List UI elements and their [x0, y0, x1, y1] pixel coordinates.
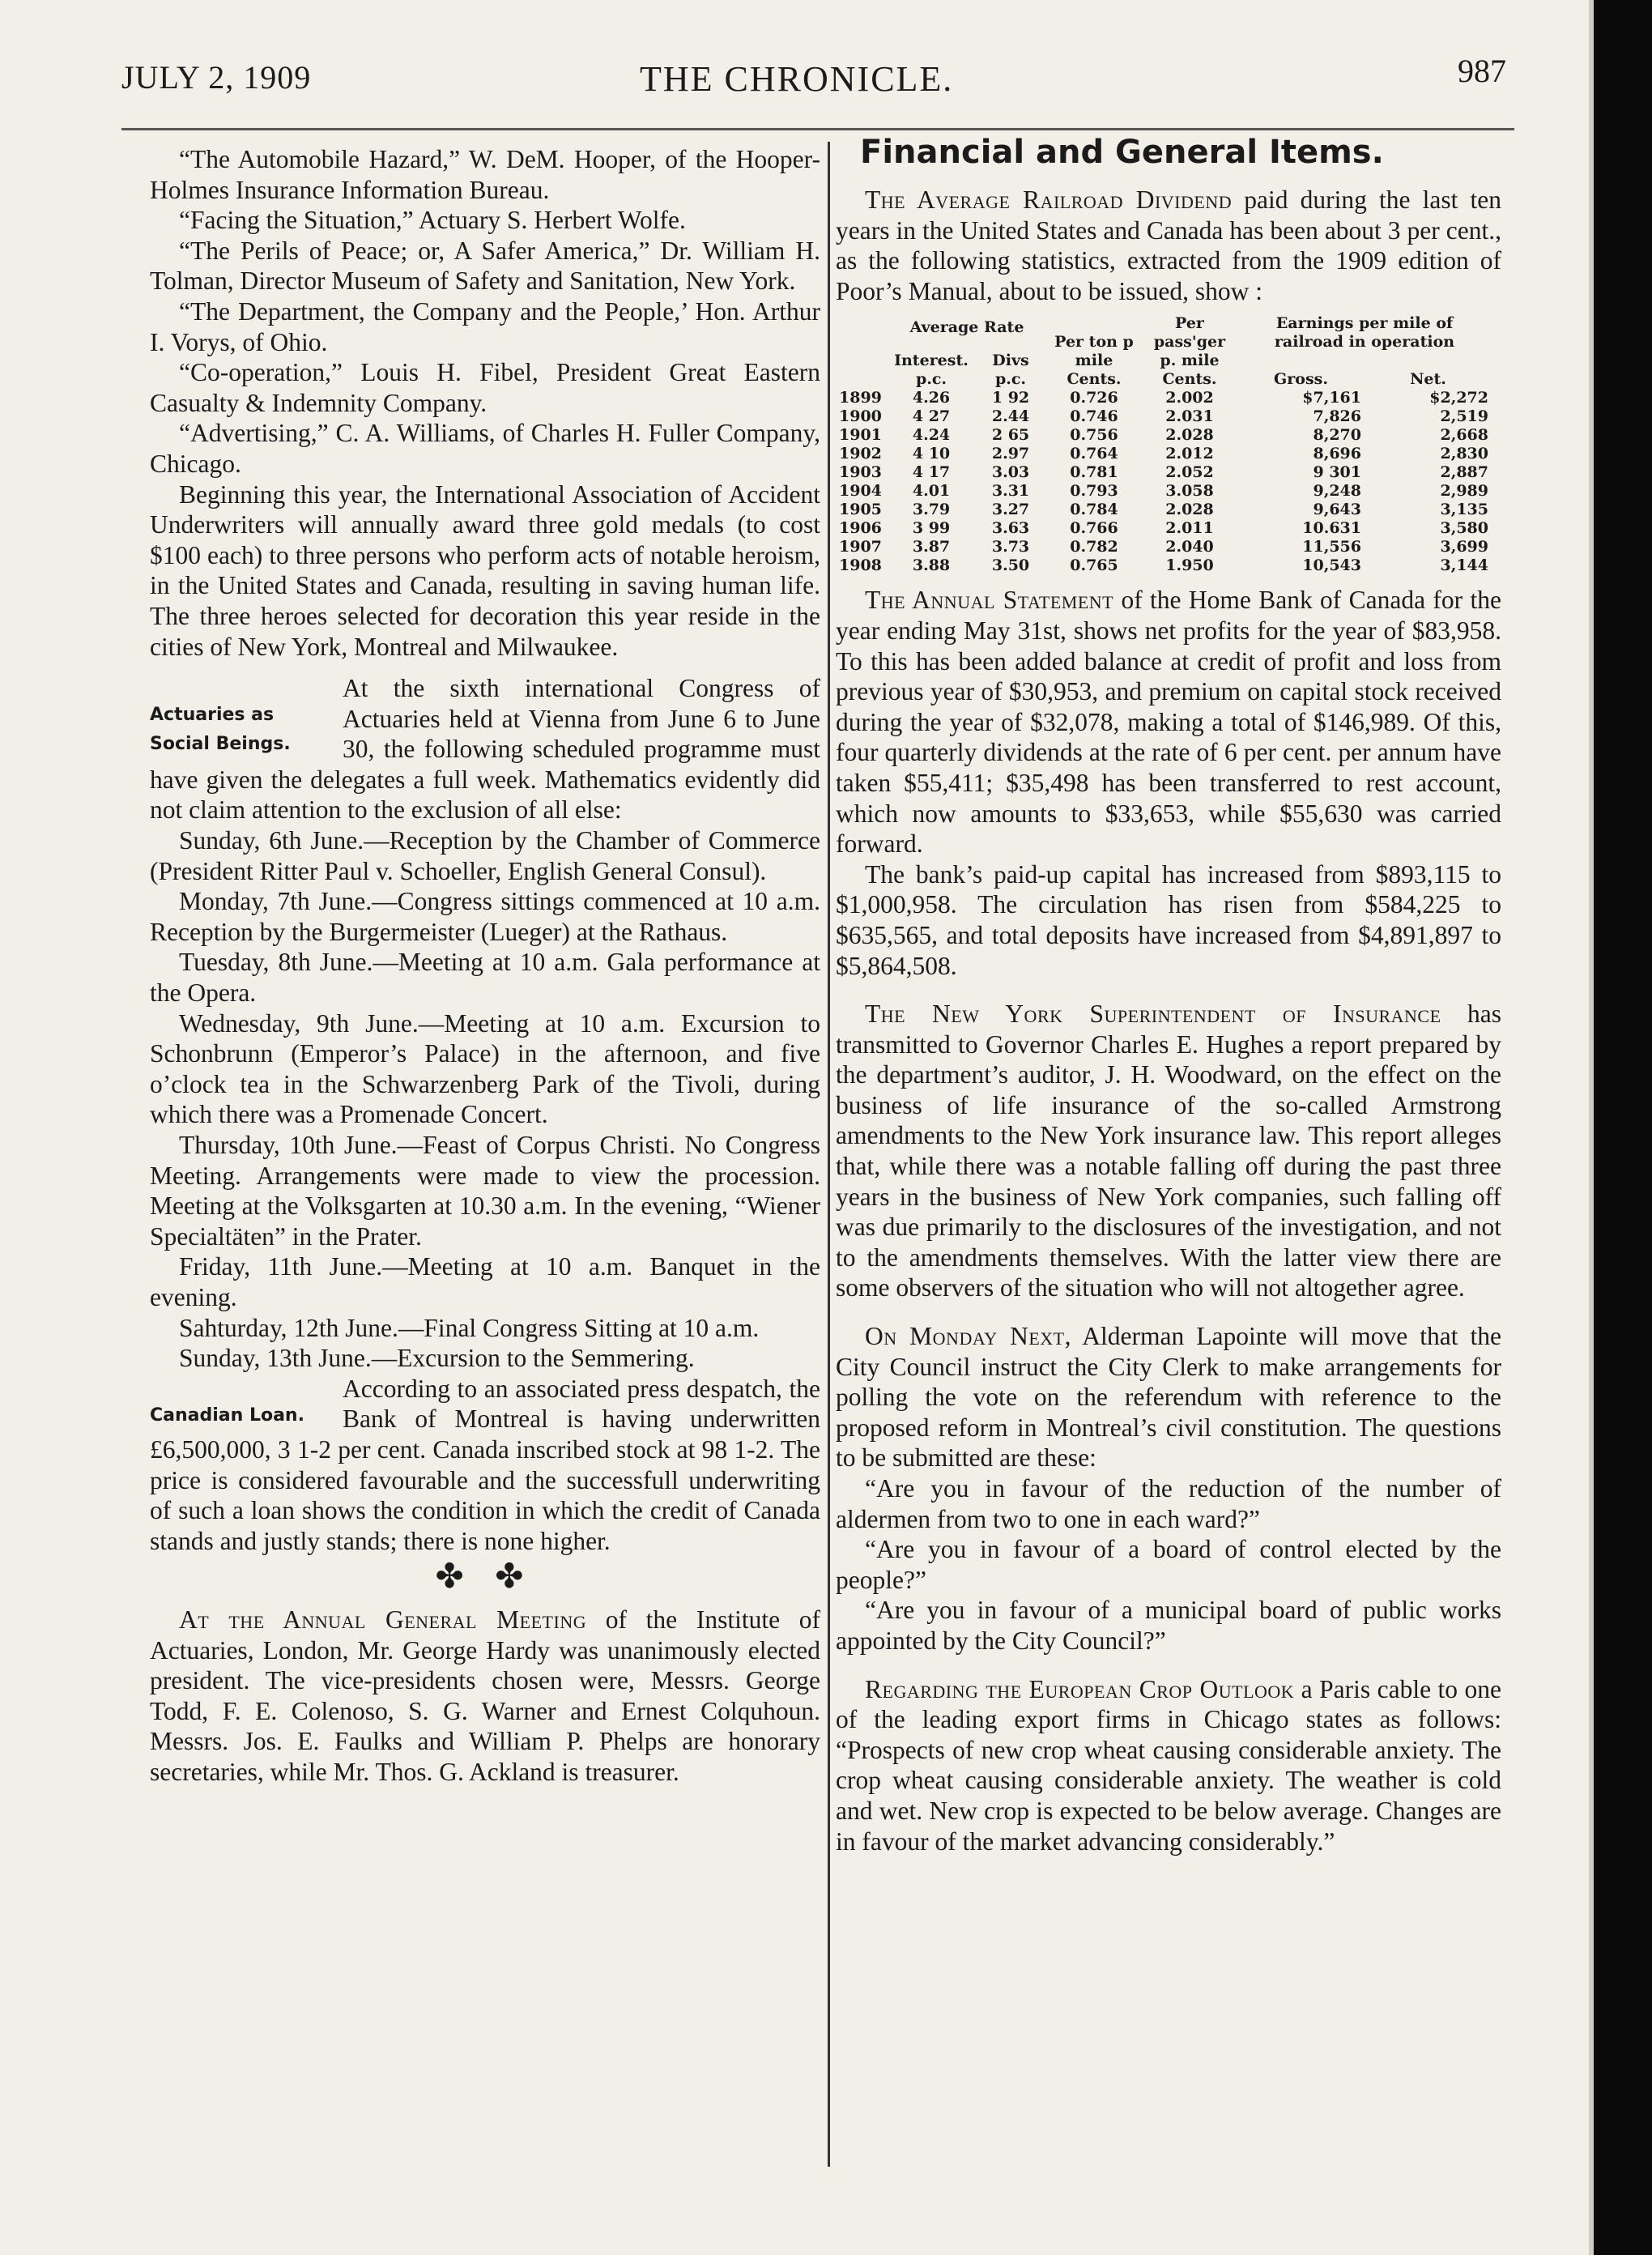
net-cell: 2,989	[1440, 482, 1488, 501]
net-cell: 3,135	[1440, 501, 1488, 519]
net-cell: 3,144	[1440, 556, 1488, 575]
net-cell: 2,887	[1440, 463, 1488, 482]
net-cell: 3,580	[1440, 519, 1488, 538]
section-heading: Financial and General Items.	[860, 134, 1384, 171]
paragraph-body: Alderman Lapointe will move that the City Council instruct the City Clerk to make arrangements for polling the vote on the referendum with reference to the proposed reform in Montreal’s civil constitution. The questions to be submitted are these:	[836, 1322, 1501, 1473]
earnings-header: Earnings per mile of railroad in operation	[1274, 314, 1455, 352]
passenger-cell: 3.058	[1165, 482, 1214, 501]
medals-paragraph: Beginning this year, the International Association of Accident Underwriters will annually award three gold medals (to cost $100 each) to three persons who perform acts of notable heroism, in the United States and Canada, resulting in saving human life. The three heroes selected for decoration this year reside in the cities of New York, Montreal and Milwaukee.	[150, 480, 820, 661]
gross-cell: 8,270	[1313, 426, 1361, 445]
ton-cell: 0.746	[1070, 407, 1118, 426]
paper-item: “The Perils of Peace; or, A Safer America,” Dr. William H. Tolman, Director Museum of Safety and Sanitation, New York.	[150, 236, 820, 296]
page-header	[121, 53, 1506, 115]
schedule-item: Sahturday, 12th June.—Final Congress Sitting at 10 a.m.	[179, 1313, 760, 1342]
divs-cell: 2 65	[991, 426, 1030, 445]
year-cell: 1907	[839, 538, 882, 556]
lead-in: Regarding the European Crop Outlook	[865, 1674, 1295, 1703]
institute-paragraph	[150, 1605, 820, 1788]
divs-cell: 3.63	[991, 519, 1030, 538]
net-cell: 2,668	[1440, 426, 1488, 445]
column-divider	[828, 142, 830, 2167]
passenger-cell: 2.052	[1165, 463, 1214, 482]
passenger-cell: 2.031	[1165, 407, 1214, 426]
right-column	[836, 131, 1501, 1856]
year-cell: 1908	[839, 556, 882, 575]
table-row	[836, 463, 1492, 482]
schedule-item: Thursday, 10th June.—Feast of Corpus Christi. No Congress Meeting. Arrangements were made to view the procession. Meeting at the Volksgarten at 10.30 a.m. In the evening, “Wiener Specialtäten” in the Prater.	[150, 1131, 820, 1251]
passenger-cell: 2.011	[1165, 519, 1214, 538]
interest-cell: 4.26	[912, 389, 951, 407]
canadian-loan-side-heading	[150, 1401, 331, 1430]
lead-in: The New York Superintendent of Insurance	[865, 1000, 1441, 1029]
ton-cell: 0.726	[1070, 389, 1118, 407]
canadian-loan-paragraph: According to an associated press despatch, the Bank of Montreal is having underwritten £6,500,000, 3 1-2 per cent. Canada inscribed stock at 98 1-2. The price is considered favourable and the successfull underwriting of such a loan shows the condition in which the credit of Canada stands and justly stands; there is none higher.	[150, 1374, 820, 1555]
interest-cell: 3.88	[912, 556, 951, 575]
divs-cell: 2.44	[991, 407, 1030, 426]
lead-in: On Monday Next,	[865, 1322, 1071, 1351]
paragraph-body: has transmitted to Governor Charles E. Hughes a report prepared by the department’s auditor, J. H. Woodward, on the effect on the business of life insurance of the so-called Armstrong amendments to the New York insurance law. This report alleges that, while there was a notable falling off during the past three years in the business of New York companies, such falling off was due primarily to the disclosures of the investigation, and not to the amendments themselves. With the latter view there are some observers of the situation who will not altogether agree.	[836, 1000, 1501, 1302]
interest-cell: 4 17	[912, 463, 951, 482]
table-row	[836, 482, 1492, 501]
gross-header: Gross.	[1274, 370, 1328, 389]
schedule-item: Monday, 7th June.—Congress sittings commenced at 10 a.m. Reception by the Burgermeister (Lueger) at the Rathaus.	[150, 887, 820, 946]
gross-cell: 7,826	[1313, 407, 1361, 426]
interest-cell: 3.87	[912, 538, 951, 556]
divs-cell: 3.50	[991, 556, 1030, 575]
table-row	[836, 538, 1492, 556]
passenger-cell: 2.028	[1165, 426, 1214, 445]
interest-cell: 4 10	[912, 445, 951, 463]
ton-cell: 0.765	[1070, 556, 1118, 575]
paper-item: “Facing the Situation,” Actuary S. Herbert Wolfe.	[179, 206, 686, 235]
paper-item: “The Department, the Company and the People,’ Hon. Arthur I. Vorys, of Ohio.	[150, 296, 820, 356]
gross-cell: 10,543	[1302, 556, 1361, 575]
gross-cell: 9,248	[1313, 482, 1361, 501]
table-row	[836, 426, 1492, 445]
actuaries-paragraph: At the sixth international Congress of Actuaries held at Vienna from June 6 to June 30, the following scheduled programme must have given the delegates a full week. Mathematics evidently did not claim attention to the exclusion of all else:	[150, 674, 820, 825]
year-cell: 1905	[839, 501, 882, 519]
ton-cell: 0.793	[1070, 482, 1118, 501]
gross-cell: 10.631	[1302, 519, 1361, 538]
railroad-statistics-table	[836, 314, 1492, 575]
year-cell: 1906	[839, 519, 882, 538]
net-cell: 2,830	[1440, 445, 1488, 463]
passenger-cell: 2.028	[1165, 501, 1214, 519]
lead-in: The Annual Statement	[865, 586, 1114, 615]
year-cell: 1903	[839, 463, 882, 482]
side-heading-line: Canadian Loan.	[150, 1405, 304, 1426]
per-ton-header: Per ton p mile Cents.	[1054, 333, 1134, 389]
table-row	[836, 445, 1492, 463]
net-cell: 3,699	[1440, 538, 1488, 556]
referendum-question: “Are you in favour of the reduction of the number of aldermen from two to one in each ward?”	[836, 1474, 1501, 1533]
actuaries-side-heading	[150, 701, 331, 759]
year-cell: 1899	[839, 389, 882, 407]
paper-item: “Advertising,” C. A. Williams, of Charles H. Fuller Company, Chicago.	[150, 419, 820, 478]
net-cell: 2,519	[1440, 407, 1488, 426]
paragraph-body: of the Institute of Actuaries, London, Mr. George Hardy was unanimously elected president. The vice-presidents chosen were, Messrs. George Todd, F. E. Colenoso, S. G. Warner and Ernest Colquhoun. Messrs. Jos. E. Faulks and William P. Phelps are honorary secretaries, while Mr. Thos. G. Ackland is treasurer.	[150, 1605, 820, 1786]
ny-insurance-paragraph	[836, 999, 1501, 1303]
gross-cell: 9 301	[1313, 463, 1361, 482]
table-row	[836, 519, 1492, 538]
ton-cell: 0.764	[1070, 445, 1118, 463]
lead-in: The Average Railroad Dividend	[865, 185, 1233, 214]
interest-cell: 4.01	[912, 482, 951, 501]
interest-header: Interest. p.c.	[894, 352, 969, 389]
ton-cell: 0.756	[1070, 426, 1118, 445]
divs-cell: 3.27	[991, 501, 1030, 519]
book-binding-edge	[1594, 0, 1652, 2255]
ton-cell: 0.782	[1070, 538, 1118, 556]
passenger-cell: 2.040	[1165, 538, 1214, 556]
issue-date: JULY 2, 1909	[121, 59, 312, 96]
schedule-item: Wednesday, 9th June.—Meeting at 10 a.m. Excursion to Schonbrunn (Emperor’s Palace) in the afternoon, and five o’clock tea in the Schwarzenberg Park of the Tivoli, during which there was a Promenade Concert.	[150, 1008, 820, 1129]
interest-cell: 3.79	[912, 501, 951, 519]
home-bank-paragraph	[836, 585, 1501, 859]
table-row	[836, 389, 1492, 407]
year-cell: 1904	[839, 482, 882, 501]
interest-cell: 4 27	[912, 407, 951, 426]
interest-cell: 4.24	[912, 426, 951, 445]
side-heading-line: Social Beings.	[150, 734, 291, 755]
passenger-cell: 1.950	[1165, 556, 1214, 575]
table-row	[836, 501, 1492, 519]
publication-title: THE CHRONICLE.	[640, 59, 954, 99]
crop-outlook-paragraph	[836, 1674, 1501, 1857]
ton-cell: 0.766	[1070, 519, 1118, 538]
gross-cell: $7,161	[1302, 389, 1361, 407]
paragraph-body: of the Home Bank of Canada for the year ending May 31st, shows net profits for the year of $83,958. To this has been added balance at credit of profit and loss from previous year of $30,953, and premium on capital stock received during the year of $32,078, making a total of $146,989. Of this, four quarterly dividends at the rate of 6 per cent. per annum have taken $55,411; $35,498 has been transferred to rest account, which now amounts to $33,653, while $55,630 was carried forward.	[836, 586, 1501, 859]
table-row	[836, 407, 1492, 426]
lead-in: At the Annual General Meeting	[179, 1605, 587, 1634]
dividend-paragraph	[836, 185, 1501, 306]
referendum-question: “Are you in favour of a board of control elected by the people?”	[836, 1535, 1501, 1594]
divs-cell: 3.73	[991, 538, 1030, 556]
year-cell: 1900	[839, 407, 882, 426]
net-cell: $2,272	[1429, 389, 1488, 407]
schedule-item: Sunday, 13th June.—Excursion to the Semmering.	[179, 1344, 695, 1373]
year-cell: 1901	[839, 426, 882, 445]
home-bank-paragraph-2: The bank’s paid-up capital has increased from $893,115 to $1,000,958. The circulation has risen from $584,225 to $635,565, and total deposits have increased from $4,891,897 to $5,864,508.	[836, 859, 1501, 980]
interest-cell: 3 99	[912, 519, 951, 538]
average-rate-header: Average Rate	[909, 318, 1024, 337]
ton-cell: 0.784	[1070, 501, 1118, 519]
ornament-divider: ✤ ✤	[435, 1558, 535, 1596]
divs-cell: 3.03	[991, 463, 1030, 482]
gross-cell: 8,696	[1313, 445, 1361, 463]
schedule-item: Tuesday, 8th June.—Meeting at 10 a.m. Gala performance at the Opera.	[150, 948, 820, 1008]
schedule-item: Friday, 11th June.—Meeting at 10 a.m. Banquet in the evening.	[150, 1252, 820, 1311]
left-column	[150, 144, 820, 1787]
header-rule	[121, 128, 1514, 130]
ton-cell: 0.781	[1070, 463, 1118, 482]
schedule-item: Sunday, 6th June.—Reception by the Chamber of Commerce (President Ritter Paul v. Schoeller, English General Consul).	[150, 826, 820, 885]
divs-cell: 3.31	[991, 482, 1030, 501]
side-heading-line: Actuaries as	[150, 705, 275, 726]
passenger-cell: 2.012	[1165, 445, 1214, 463]
divs-header: Divs p.c.	[992, 352, 1029, 389]
gross-cell: 9,643	[1313, 501, 1361, 519]
year-cell: 1902	[839, 445, 882, 463]
referendum-question: “Are you in favour of a municipal board of public works appointed by the City Council?”	[836, 1596, 1501, 1655]
gross-cell: 11,556	[1302, 538, 1361, 556]
passenger-cell: 2.002	[1165, 389, 1214, 407]
page-number: 987	[1458, 53, 1506, 89]
paper-item: “Co-operation,” Louis H. Fibel, President Great Eastern Casualty & Indemnity Company.	[150, 358, 820, 417]
divs-cell: 1 92	[991, 389, 1030, 407]
paragraph-body: paid during the last ten years in the United States and Canada has been about 3 per cent., as the following statistics, extracted from the 1909 edition of Poor’s Manual, about to be issued, show :	[836, 185, 1501, 305]
table-row	[836, 556, 1492, 575]
paper-item: “The Automobile Hazard,” W. DeM. Hooper, of the Hooper-Holmes Insurance Information Bureau.	[150, 145, 820, 204]
divs-cell: 2.97	[991, 445, 1030, 463]
per-passenger-header: Per pass'ger p. mile Cents.	[1153, 314, 1226, 389]
referendum-paragraph	[836, 1321, 1501, 1473]
net-header: Net.	[1410, 370, 1446, 389]
paragraph-body: a Paris cable to one of the leading export firms in Chicago states as follows: “Prospects of new crop wheat causing considerable anxiety. The crop wheat causing considerable anxiety. The weather is cold and wet. New crop is expected to be below average. Changes are in favour of the market advancing considerably.”	[836, 1674, 1501, 1856]
